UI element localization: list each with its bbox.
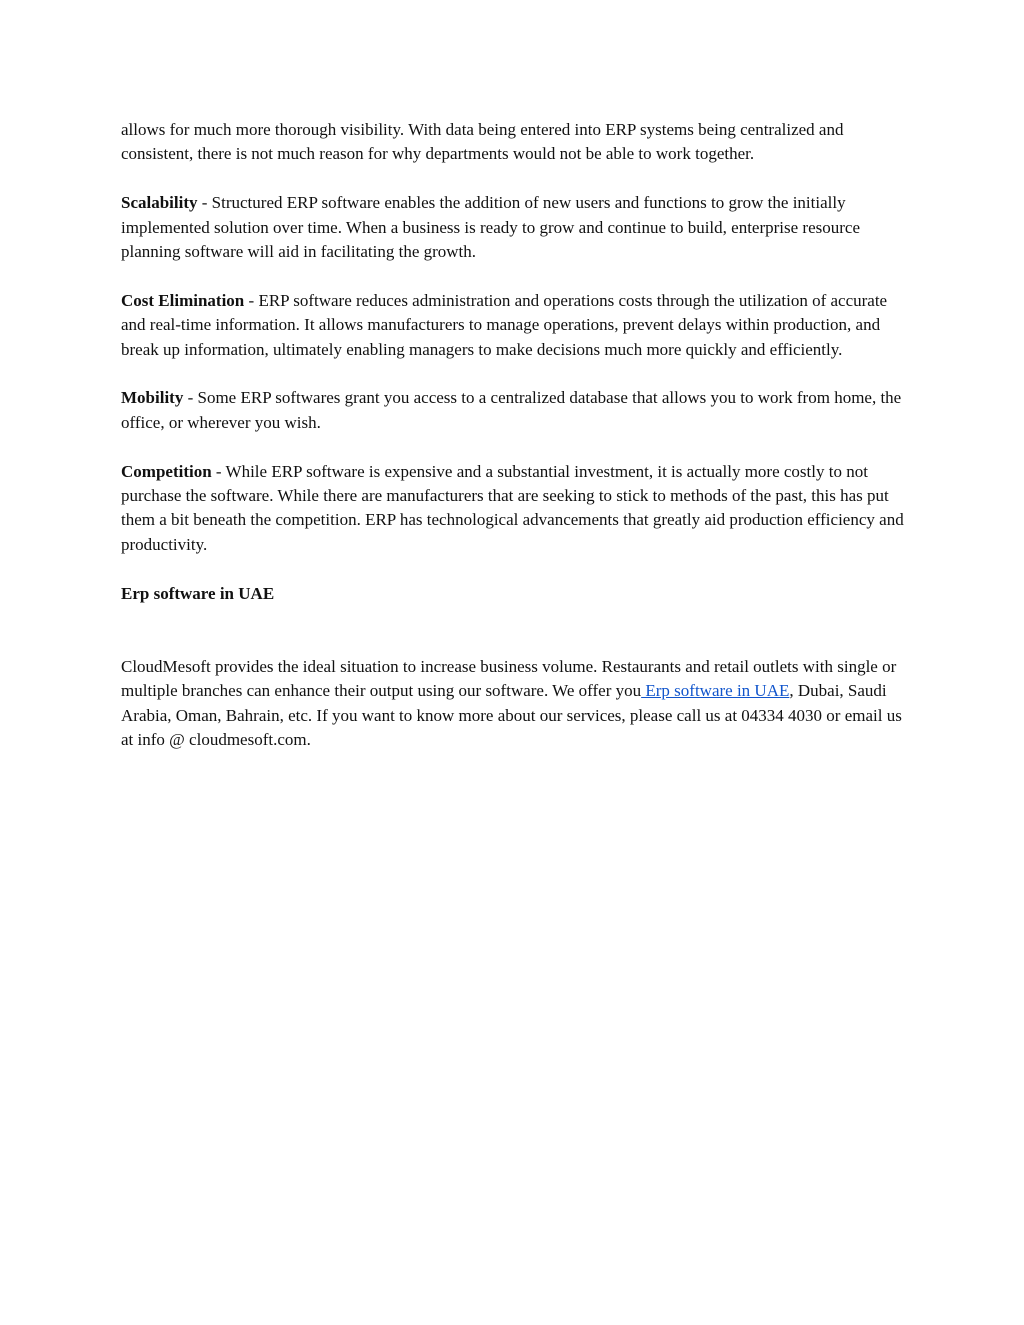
- closing-text-before-link: CloudMesoft provides the ideal situation to increase business volume. Restaurants and retail outlets with single or multiple branches can enhance their output using our software. We offer you: [121, 656, 897, 701]
- closing-paragraph: [121, 655, 911, 753]
- intro-text: allows for much more thorough visibility. With data being entered into ERP systems being centralized and consistent, there is not much reason for why departments would not be able to work together.: [121, 120, 844, 164]
- competition-paragraph: [121, 460, 911, 558]
- scalability-text: - Structured ERP software enables the addition of new users and functions to grow the initially implemented solution over time. When a business is ready to grow and continue to build, enterprise resource planning software will aid in facilitating the growth.: [121, 193, 861, 262]
- scalability-paragraph: [121, 191, 911, 264]
- erp-software-uae-link[interactable]: Erp software in UAE: [641, 681, 790, 701]
- mobility-text: - Some ERP softwares grant you access to a centralized database that allows you to work from home, the office, or wherever you wish.: [121, 388, 902, 432]
- section-heading: Erp software in UAE: [121, 583, 275, 603]
- competition-text: - While ERP software is expensive and a substantial investment, it is actually more costly to not purchase the software. While there are manufacturers that are seeking to stick to methods of the past, this has put them a bit beneath the competition. ERP has technological advancements that greatly aid production efficiency and productivity.: [121, 461, 904, 554]
- cost-elimination-text: - ERP software reduces administration and operations costs through the utilization of accurate and real-time information. It allows manufacturers to manage operations, prevent delays within production, and break up information, ultimately enabling managers to make decisions much more quickly and efficiently.: [121, 290, 888, 359]
- cost-elimination-paragraph: [121, 289, 911, 362]
- scalability-term: Scalability: [121, 193, 198, 213]
- intro-paragraph: [121, 118, 911, 167]
- competition-term: Competition: [121, 461, 212, 481]
- document-body: [121, 118, 911, 777]
- mobility-term: Mobility: [121, 388, 184, 408]
- closing-text-after-link: , Dubai, Saudi Arabia, Oman, Bahrain, etc. If you want to know more about our services, please call us at 04334 4030 or email us at info @ cloudmesoft.com.: [121, 681, 902, 750]
- mobility-paragraph: [121, 386, 911, 435]
- cost-elimination-term: Cost Elimination: [121, 290, 245, 310]
